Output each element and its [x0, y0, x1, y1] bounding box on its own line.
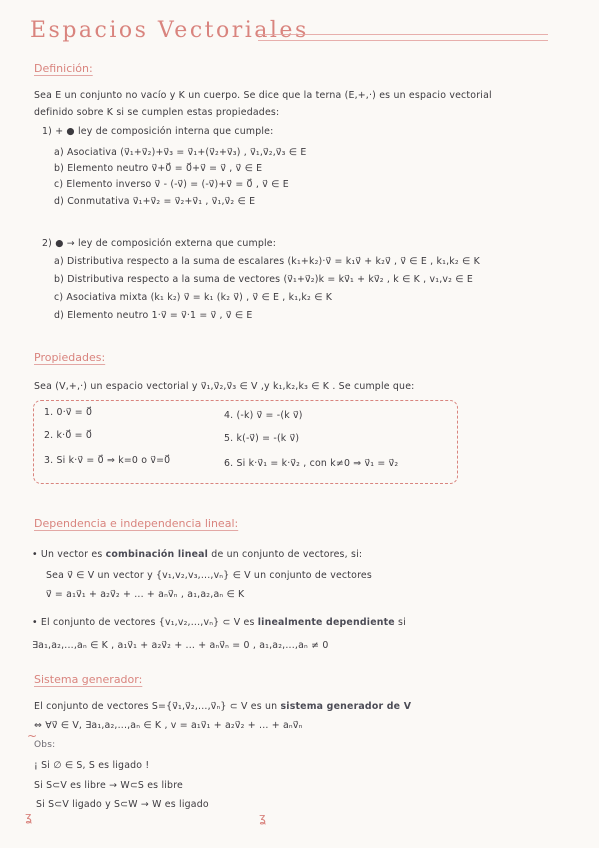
sistema-generador-pre: El conjunto de vectores S={v⃗₁,v⃗₂,...,v⃗ₙ} ⊂ V es un [34, 701, 281, 712]
propiedades-intro: Sea (V,+,·) un espacio vectorial y v⃗₁,v⃗₂,v⃗₃ ∈ V ,y k₁,k₂,k₃ ∈ K . Se cumple que: [34, 381, 415, 392]
sistema-generador-formula: ⇔ ∀v⃗ ∈ V, ∃a₁,a₂,...,aₙ ∈ K , v = a₁v⃗₁ + a₂v⃗₂ + ... + aₙv⃗ₙ [34, 720, 303, 731]
propiedad-2: 2. k·0⃗ = 0⃗ [44, 430, 93, 441]
combinacion-lineal-formula: v⃗ = a₁v⃗₁ + a₂v⃗₂ + ... + aₙv⃗ₙ , a₁,a₂,aₙ ∈ K [46, 589, 245, 600]
combinacion-lineal-term: combinación lineal [105, 549, 209, 560]
swirl-doodle-bottom: ʓ [25, 810, 32, 824]
propiedad-1: 1. 0·v⃗ = 0⃗ [44, 407, 93, 418]
prop-elemento-inverso: c) Elemento inverso v⃗ - (-v⃗) = (-v⃗)+v⃗ = 0⃗ , v⃗ ∈ E [54, 179, 289, 190]
ley-interna-title: 1) + ● ley de composición interna que cumple: [42, 126, 274, 137]
swirl-doodle-right: ʓ [259, 811, 266, 825]
propiedad-3: 3. Si k·v⃗ = 0⃗ ⇒ k=0 o v⃗=0⃗ [44, 455, 171, 466]
definicion-intro-2: definido sobre K si se cumplen estas propiedades: [34, 107, 280, 118]
obs-1: ¡ Si ∅ ∈ S, S es ligado ! [34, 760, 150, 771]
dependiente-line [32, 617, 406, 628]
obs-label: Obs: [34, 740, 56, 750]
propiedad-6: 6. Si k·v⃗₁ = k·v⃗₂ , con k≠0 ⇒ v⃗₁ = v⃗₂ [224, 458, 399, 469]
prop-distributiva-vectores: b) Distributiva respecto a la suma de vectores (v⃗₁+v⃗₂)k = kv⃗₁ + kv⃗₂ , k ∈ K , v₁,v₂ ∈ E [54, 274, 473, 285]
swirl-doodle-top: ~ [27, 729, 38, 743]
definicion-heading: Definición: [34, 62, 93, 75]
propiedades-heading: Propiedades: [34, 351, 106, 364]
dependiente-term: linealmente dependiente [257, 617, 395, 628]
propiedad-5: 5. k(-v⃗) = -(k v⃗) [224, 433, 300, 444]
dependiente-formula: ∃a₁,a₂,...,aₙ ∈ K , a₁v⃗₁ + a₂v⃗₂ + ... + aₙv⃗ₙ = 0 , a₁,a₂,...,aₙ ≠ 0 [32, 640, 329, 651]
obs-2: Si S⊂V es libre → W⊂S es libre [34, 780, 184, 791]
dependiente-pre: • El conjunto de vectores {v₁,v₂,...,vₙ} ⊂ V es [32, 617, 258, 628]
combinacion-lineal-pre: • Un vector es [32, 549, 106, 560]
prop-asociativa: a) Asociativa (v⃗₁+v⃗₂)+v⃗₃ = v⃗₁+(v⃗₂+v⃗₃) , v⃗₁,v⃗₂,v⃗₃ ∈ E [54, 147, 307, 158]
prop-elemento-neutro-externo: d) Elemento neutro 1·v⃗ = v⃗·1 = v⃗ , v⃗ ∈ E [54, 310, 253, 321]
title-decoration [258, 34, 548, 41]
combinacion-lineal-line [32, 549, 362, 560]
definicion-intro-1: Sea E un conjunto no vacío y K un cuerpo. Se dice que la terna (E,+,·) es un espacio vectorial [34, 90, 492, 101]
combinacion-lineal-sea: Sea v⃗ ∈ V un vector y {v₁,v₂,v₃,...,vₙ} ∈ V un conjunto de vectores [46, 570, 372, 581]
prop-elemento-neutro: b) Elemento neutro v⃗+0⃗ = 0⃗+v⃗ = v⃗ , v⃗ ∈ E [54, 163, 263, 174]
ley-externa-title: 2) ● → ley de composición externa que cumple: [42, 238, 277, 249]
prop-asociativa-mixta: c) Asociativa mixta (k₁ k₂) v⃗ = k₁ (k₂ v⃗) , v⃗ ∈ E , k₁,k₂ ∈ K [54, 292, 333, 303]
dependencia-heading: Dependencia e independencia lineal: [34, 517, 239, 530]
dependiente-post: si [394, 617, 406, 628]
sistema-generador-line [34, 701, 411, 712]
propiedad-4: 4. (-k) v⃗ = -(k v⃗) [224, 410, 303, 421]
sistema-heading: Sistema generador: [34, 673, 143, 686]
page-title: Espacios Vectoriales [30, 18, 309, 43]
combinacion-lineal-post: de un conjunto de vectores, si: [208, 549, 363, 560]
obs-3: Si S⊂V ligado y S⊂W → W es ligado [36, 799, 209, 810]
sistema-generador-term: sistema generador de V [280, 701, 412, 712]
prop-conmutativa: d) Conmutativa v⃗₁+v⃗₂ = v⃗₂+v⃗₁ , v⃗₁,v⃗₂ ∈ E [54, 196, 256, 207]
prop-distributiva-escalares: a) Distributiva respecto a la suma de escalares (k₁+k₂)·v⃗ = k₁v⃗ + k₂v⃗ , v⃗ ∈ E , k₁,k₂ ∈ K [54, 256, 480, 267]
